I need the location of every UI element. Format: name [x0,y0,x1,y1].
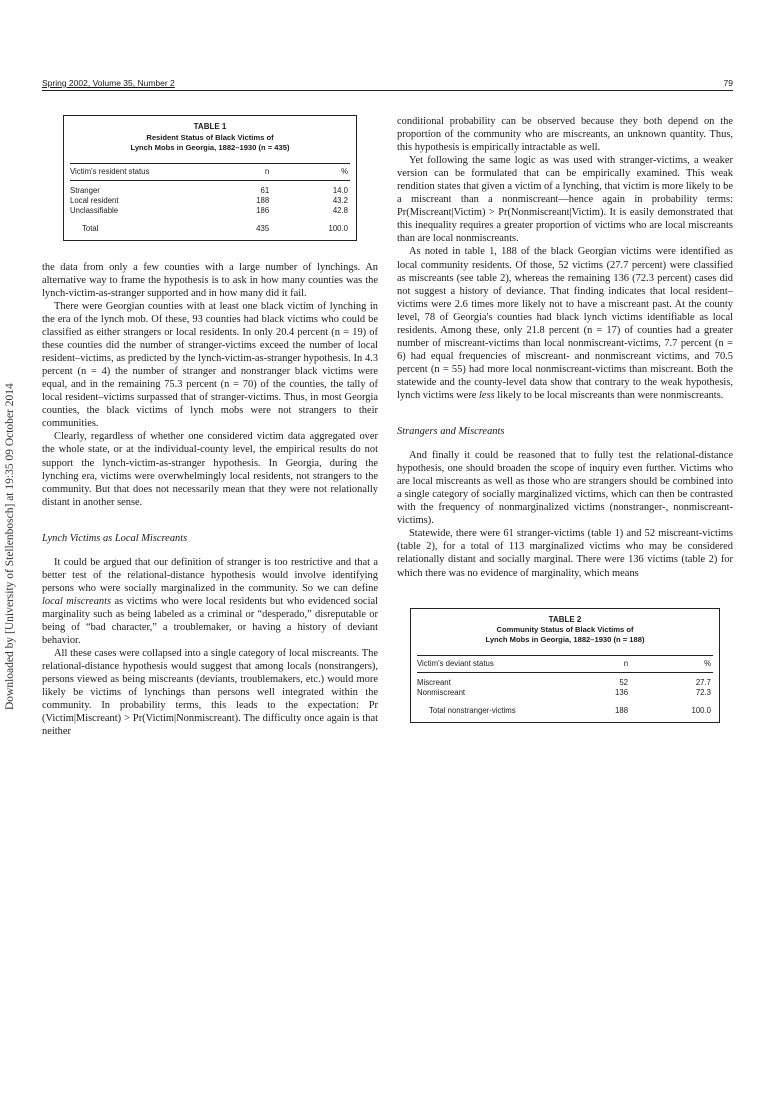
table-row [70,180,350,195]
text-run: As noted in table 1, 188 of the black Georgian victims were identified as local community residents. Of those, 52 victims (27.7 percent) were classified as miscreants (see table 2), whereas the remaining 136 (72.3 percent) cases did not suggest a history of deviance. That finding indicates that local resident–victims were 2.6 times more likely not to have a miscreant past. At the county level, 78 of Georgia's counties had black lynch victims identifiable as local residents. Among these, only 21.8 percent (n = 17) of counties had a greater number of miscreant-victims than local nonmiscreant-victims, 7.7 percent (n = 6) had equal frequencies of miscreant- and nonmiscreant victims, and 70.5 percent (n = 55) had more local nonmiscreant-victims than miscreant. Both the statewide and the county-level data show that contrary to the weak hypothesis, lynch victims were [397,246,733,401]
column-header: Victim's deviant status [417,656,589,673]
table-2-subtitle: Community Status of Black Victims of [496,625,634,635]
paragraph: the data from only a few counties with a large number of lynchings. An alternative way to frame the hypothesis is to ask in how many counties was the lynch-victim-as-stranger supported and in how many did it fail. [42,261,378,299]
table-2 [410,608,720,723]
table-cell: 43.2 [332,195,348,205]
table-cell: 14.0 [332,185,348,195]
column-header: n [589,656,636,673]
table-cell: 72.3 [695,688,711,698]
text-run: likely to be local miscreants than were nonmiscreants. [494,389,724,401]
table-cell: 100.0 [691,706,711,716]
table-row [417,688,713,698]
table-header-row [417,656,713,673]
paragraph [42,556,378,647]
emphasis: less [479,389,495,401]
section-heading: Strangers and Miscreants [397,426,505,438]
table-cell: 61 [260,185,270,195]
paragraph: All these cases were collapsed into a single category of local miscreants. The relational-distance hypothesis would suggest that among locals (nonstrangers), persons viewed as being miscreants (deviants, troublemakers, etc.) would more likely be victims of lynchings than persons well integrated within the community. In probability terms, this leads to the expectation: Pr (Victim|Miscreant) > Pr(Victim|Nonmiscreant). The difficulty once again is that neither [42,648,378,738]
table-row [417,673,713,688]
table-cell: Unclassifiable [70,206,119,216]
table-cell: Total nonstranger-victims [429,706,516,716]
right-column [397,115,733,723]
emphasis: local miscreants [42,595,112,607]
column-header: Victim's resident status [70,163,232,180]
table-cell: Nonmiscreant [417,688,466,698]
table-cell: Local resident [70,195,119,205]
paragraph: conditional probability can be observed because they both depend on the proportion of the community who are miscreants, an unknown quantity. Thus, this hypothesis is empirically intractable as well. [397,116,733,154]
table-cell: 136 [615,688,629,698]
table-1-subtitle-2: Lynch Mobs in Georgia, 1882–1930 (n = 435) [130,142,290,152]
table-2-label: TABLE 2 [548,614,582,624]
table-cell: 435 [256,224,270,234]
table-1 [63,115,357,241]
paragraph: Clearly, regardless of whether one considered victim data aggregated over the whole state, or at the individual-county level, the empirical results do not support the lynch-victim-as-stranger hypothesis. In Georgia, during the lynching era, victims were overwhelmingly local residents, not strangers to the community. But that does not necessarily mean that they were not relationally distant in another sense. [42,431,378,508]
left-column [42,115,378,738]
table-cell: 188 [256,195,270,205]
table-cell: 52 [619,678,629,688]
table-total-row [70,216,350,236]
running-head [42,78,733,91]
paragraph: There were Georgian counties with at least one black victim of lynching in the era of the lynch mob. Of these, 93 counties had black victims who could be classified as either strangers or local residents. In only 20.4 percent (n = 19) of these counties did the number of stranger-victims exceed the number of local resident–victims, as predicted by the lynch-victim-as-stranger hypothesis. In 4.3 percent (n = 4) the number of stranger and nonstranger black victims were equal, and in the remaining 75.3 percent (n = 70) of the counties, the tally of local resident–victims surpassed that of stranger-victims. Thus, in most Georgia counties, the black victims of lynch mobs were not strangers to their communities. [42,300,378,430]
paragraph: Yet following the same logic as was used with stranger-victims, a weaker version can be formulated that can be empirically examined. This weak rendition states that given a victim of a lynching, that victim is more likely to be a miscreant than a nonmiscreant—hence again in probability terms: Pr(Miscreant|Victim) > Pr(Nonmiscreant|Victim). It is easily demonstrated that this inequality requires a greater proportion of victims who are local miscreants than are local nonmiscreants. [397,155,733,245]
table-cell: 188 [615,706,629,716]
table-2-grid [417,655,713,718]
table-cell: 42.8 [332,206,348,216]
table-header-row [70,163,350,180]
download-watermark: Downloaded by [University of Stellenbosch] at 19:35 09 October 2014 [4,383,16,710]
text-run: as victims who were local residents but who evidenced social marginality such as being labeled as a criminal or “desperado,” disreputable or being of “bad character,” a troublemaker, or having a history of deviant behavior. [42,595,379,647]
table-1-subtitle: Resident Status of Black Victims of [146,132,274,142]
table-cell: 186 [256,206,270,216]
table-cell: Stranger [70,185,100,195]
table-cell: 100.0 [328,224,348,234]
text-run: It could be argued that our definition of stranger is too restrictive and that a better test of the relational-distance hypothesis would involve identifying persons who were socially marginalized in the community. So we can define [42,556,378,594]
journal-issue: Spring 2002, Volume 35, Number 2 [42,78,175,88]
page-number: 79 [723,78,733,88]
table-cell: 27.7 [695,678,711,688]
paragraph [397,245,733,402]
table-1-grid [70,163,350,236]
section-heading: Lynch Victims as Local Miscreants [42,532,188,544]
table-2-subtitle-2: Lynch Mobs in Georgia, 1882–1930 (n = 188) [485,635,645,645]
table-row [70,206,350,216]
table-row [70,195,350,205]
paragraph: And finally it could be reasoned that to fully test the relational-distance hypothesis, one should broaden the scope of inquiry even further. Victims who are local miscreants as well as those who are strangers should be combined into a single category of socially marginalized victims, which can then be contrasted with the frequency of nonmarginalized victims (nonstranger-, nonmiscreant-victims). [397,450,733,527]
paragraph: Statewide, there were 61 stranger-victims (table 1) and 52 miscreant-victims (table 2), for a total of 113 marginalized victims who may be considered relationally distant and socially marginal. There were 136 victims (table 2) for which there was no evidence of marginality, which means [397,528,733,579]
column-header: n [232,163,277,180]
table-cell: Miscreant [417,678,451,688]
table-cell: Total [82,224,99,234]
column-header: % [277,163,350,180]
table-total-row [417,698,713,718]
column-header: % [636,656,713,673]
table-1-label: TABLE 1 [193,122,227,131]
